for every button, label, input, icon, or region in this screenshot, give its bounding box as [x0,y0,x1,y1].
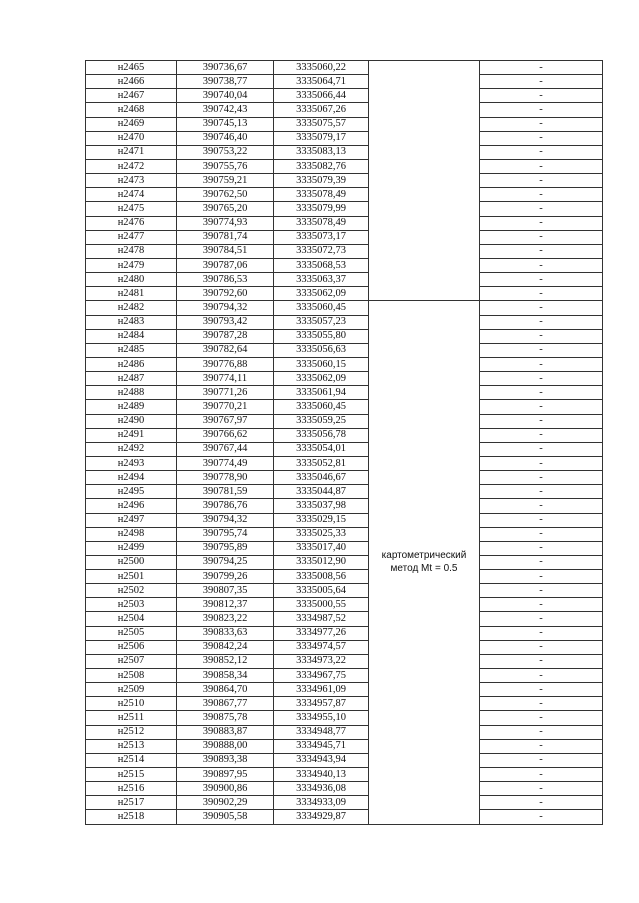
y-coordinate-cell: 3335060,45 [274,301,369,315]
x-coordinate-cell: 390784,51 [177,244,274,258]
x-coordinate-cell: 390746,40 [177,131,274,145]
table-row [86,386,603,400]
dash-cell: - [480,230,603,244]
y-coordinate-cell: 3335062,09 [274,287,369,301]
x-coordinate-cell: 390755,76 [177,159,274,173]
y-coordinate-cell: 3335037,98 [274,499,369,513]
dash-cell: - [480,216,603,230]
dash-cell: - [480,584,603,598]
point-id-cell: н2514 [86,753,177,767]
y-coordinate-cell: 3335062,09 [274,372,369,386]
point-id-cell: н2484 [86,329,177,343]
table-row [86,244,603,258]
x-coordinate-cell: 390833,63 [177,626,274,640]
dash-cell: - [480,386,603,400]
table-row [86,75,603,89]
dash-cell: - [480,598,603,612]
y-coordinate-cell: 3335008,56 [274,570,369,584]
table-row [86,570,603,584]
x-coordinate-cell: 390736,67 [177,61,274,75]
dash-cell: - [480,159,603,173]
dash-cell: - [480,739,603,753]
point-id-cell: н2499 [86,541,177,555]
point-id-cell: н2477 [86,230,177,244]
dash-cell: - [480,456,603,470]
dash-cell: - [480,499,603,513]
point-id-cell: н2486 [86,357,177,371]
x-coordinate-cell: 390823,22 [177,612,274,626]
point-id-cell: н2468 [86,103,177,117]
x-coordinate-cell: 390767,44 [177,442,274,456]
x-coordinate-cell: 390767,97 [177,414,274,428]
y-coordinate-cell: 3334987,52 [274,612,369,626]
table-row [86,612,603,626]
y-coordinate-cell: 3335060,22 [274,61,369,75]
x-coordinate-cell: 390766,62 [177,428,274,442]
x-coordinate-cell: 390794,32 [177,301,274,315]
y-coordinate-cell: 3335066,44 [274,89,369,103]
dash-cell: - [480,570,603,584]
x-coordinate-cell: 390762,50 [177,188,274,202]
dash-cell: - [480,357,603,371]
table-row [86,768,603,782]
table-row [86,499,603,513]
y-coordinate-cell: 3334933,09 [274,796,369,810]
table-row [86,301,603,315]
table-row [86,485,603,499]
point-id-cell: н2506 [86,640,177,654]
dash-cell: - [480,669,603,683]
table-row [86,598,603,612]
point-id-cell: н2497 [86,513,177,527]
x-coordinate-cell: 390738,77 [177,75,274,89]
dash-cell: - [480,471,603,485]
x-coordinate-cell: 390905,58 [177,810,274,824]
point-id-cell: н2511 [86,711,177,725]
table-row [86,145,603,159]
table-row [86,372,603,386]
table-row [86,400,603,414]
y-coordinate-cell: 3335079,39 [274,174,369,188]
table-row [86,711,603,725]
y-coordinate-cell: 3335052,81 [274,456,369,470]
point-id-cell: н2517 [86,796,177,810]
point-id-cell: н2495 [86,485,177,499]
dash-cell: - [480,273,603,287]
table-row [86,782,603,796]
coordinates-table [85,60,603,825]
y-coordinate-cell: 3335078,49 [274,188,369,202]
y-coordinate-cell: 3335063,37 [274,273,369,287]
y-coordinate-cell: 3335060,45 [274,400,369,414]
x-coordinate-cell: 390753,22 [177,145,274,159]
point-id-cell: н2510 [86,697,177,711]
y-coordinate-cell: 3335064,71 [274,75,369,89]
coordinates-table-body [86,61,603,825]
y-coordinate-cell: 3335072,73 [274,244,369,258]
table-row [86,739,603,753]
y-coordinate-cell: 3334957,87 [274,697,369,711]
x-coordinate-cell: 390740,04 [177,89,274,103]
table-row [86,471,603,485]
point-id-cell: н2518 [86,810,177,824]
dash-cell: - [480,697,603,711]
dash-cell: - [480,414,603,428]
table-row [86,640,603,654]
table-row [86,541,603,555]
y-coordinate-cell: 3334967,75 [274,669,369,683]
dash-cell: - [480,626,603,640]
x-coordinate-cell: 390897,95 [177,768,274,782]
dash-cell: - [480,131,603,145]
x-coordinate-cell: 390883,87 [177,725,274,739]
table-row [86,230,603,244]
table-row [86,131,603,145]
y-coordinate-cell: 3334961,09 [274,683,369,697]
point-id-cell: н2485 [86,343,177,357]
table-row [86,428,603,442]
x-coordinate-cell: 390799,26 [177,570,274,584]
method-cell-empty [369,61,480,301]
table-row [86,414,603,428]
x-coordinate-cell: 390774,49 [177,456,274,470]
point-id-cell: н2502 [86,584,177,598]
y-coordinate-cell: 3334977,26 [274,626,369,640]
dash-cell: - [480,810,603,824]
point-id-cell: н2493 [86,456,177,470]
point-id-cell: н2515 [86,768,177,782]
point-id-cell: н2476 [86,216,177,230]
y-coordinate-cell: 3335079,17 [274,131,369,145]
point-id-cell: н2504 [86,612,177,626]
point-id-cell: н2488 [86,386,177,400]
dash-cell: - [480,513,603,527]
point-id-cell: н2482 [86,301,177,315]
x-coordinate-cell: 390875,78 [177,711,274,725]
x-coordinate-cell: 390792,60 [177,287,274,301]
x-coordinate-cell: 390782,64 [177,343,274,357]
y-coordinate-cell: 3335057,23 [274,315,369,329]
table-row [86,357,603,371]
table-row [86,555,603,569]
table-row [86,117,603,131]
table-row [86,584,603,598]
table-row [86,725,603,739]
table-row [86,89,603,103]
table-row [86,61,603,75]
x-coordinate-cell: 390858,34 [177,669,274,683]
y-coordinate-cell: 3335083,13 [274,145,369,159]
table-row [86,697,603,711]
y-coordinate-cell: 3335056,78 [274,428,369,442]
point-id-cell: н2475 [86,202,177,216]
x-coordinate-cell: 390774,93 [177,216,274,230]
y-coordinate-cell: 3335079,99 [274,202,369,216]
y-coordinate-cell: 3335000,55 [274,598,369,612]
x-coordinate-cell: 390795,89 [177,541,274,555]
dash-cell: - [480,315,603,329]
point-id-cell: н2498 [86,527,177,541]
point-id-cell: н2473 [86,174,177,188]
dash-cell: - [480,654,603,668]
table-row [86,669,603,683]
table-row [86,810,603,824]
dash-cell: - [480,117,603,131]
x-coordinate-cell: 390794,25 [177,555,274,569]
dash-cell: - [480,442,603,456]
y-coordinate-cell: 3335078,49 [274,216,369,230]
y-coordinate-cell: 3334940,13 [274,768,369,782]
x-coordinate-cell: 390778,90 [177,471,274,485]
dash-cell: - [480,485,603,499]
y-coordinate-cell: 3335044,87 [274,485,369,499]
point-id-cell: н2512 [86,725,177,739]
table-row [86,527,603,541]
dash-cell: - [480,796,603,810]
point-id-cell: н2470 [86,131,177,145]
x-coordinate-cell: 390794,32 [177,513,274,527]
y-coordinate-cell: 3335061,94 [274,386,369,400]
dash-cell: - [480,753,603,767]
x-coordinate-cell: 390812,37 [177,598,274,612]
dash-cell: - [480,725,603,739]
y-coordinate-cell: 3335012,90 [274,555,369,569]
point-id-cell: н2472 [86,159,177,173]
dash-cell: - [480,244,603,258]
point-id-cell: н2483 [86,315,177,329]
x-coordinate-cell: 390742,43 [177,103,274,117]
x-coordinate-cell: 390852,12 [177,654,274,668]
y-coordinate-cell: 3334973,22 [274,654,369,668]
y-coordinate-cell: 3335067,26 [274,103,369,117]
y-coordinate-cell: 3335060,15 [274,357,369,371]
dash-cell: - [480,768,603,782]
table-row [86,442,603,456]
y-coordinate-cell: 3334974,57 [274,640,369,654]
table-row [86,626,603,640]
x-coordinate-cell: 390745,13 [177,117,274,131]
method-label-line2: метод Mt = 0.5 [390,563,458,575]
y-coordinate-cell: 3334929,87 [274,810,369,824]
x-coordinate-cell: 390786,53 [177,273,274,287]
x-coordinate-cell: 390781,74 [177,230,274,244]
table-row [86,456,603,470]
x-coordinate-cell: 390902,29 [177,796,274,810]
dash-cell: - [480,612,603,626]
dash-cell: - [480,541,603,555]
x-coordinate-cell: 390787,06 [177,258,274,272]
dash-cell: - [480,174,603,188]
y-coordinate-cell: 3334943,94 [274,753,369,767]
table-row [86,513,603,527]
x-coordinate-cell: 390786,76 [177,499,274,513]
point-id-cell: н2469 [86,117,177,131]
x-coordinate-cell: 390807,35 [177,584,274,598]
x-coordinate-cell: 390771,26 [177,386,274,400]
y-coordinate-cell: 3335046,67 [274,471,369,485]
x-coordinate-cell: 390774,11 [177,372,274,386]
table-row [86,273,603,287]
dash-cell: - [480,372,603,386]
table-row [86,683,603,697]
y-coordinate-cell: 3335005,64 [274,584,369,598]
table-row [86,329,603,343]
point-id-cell: н2503 [86,598,177,612]
table-row [86,174,603,188]
point-id-cell: н2479 [86,258,177,272]
point-id-cell: н2487 [86,372,177,386]
dash-cell: - [480,555,603,569]
y-coordinate-cell: 3334936,08 [274,782,369,796]
point-id-cell: н2471 [86,145,177,159]
x-coordinate-cell: 390842,24 [177,640,274,654]
x-coordinate-cell: 390759,21 [177,174,274,188]
point-id-cell: н2478 [86,244,177,258]
point-id-cell: н2505 [86,626,177,640]
y-coordinate-cell: 3335029,15 [274,513,369,527]
table-row [86,796,603,810]
dash-cell: - [480,258,603,272]
y-coordinate-cell: 3335055,80 [274,329,369,343]
point-id-cell: н2466 [86,75,177,89]
point-id-cell: н2489 [86,400,177,414]
dash-cell: - [480,711,603,725]
dash-cell: - [480,428,603,442]
dash-cell: - [480,202,603,216]
point-id-cell: н2513 [86,739,177,753]
table-row [86,216,603,230]
table-row [86,202,603,216]
dash-cell: - [480,400,603,414]
point-id-cell: н2509 [86,683,177,697]
table-row [86,315,603,329]
dash-cell: - [480,683,603,697]
point-id-cell: н2516 [86,782,177,796]
y-coordinate-cell: 3334945,71 [274,739,369,753]
table-row [86,159,603,173]
x-coordinate-cell: 390900,86 [177,782,274,796]
dash-cell: - [480,75,603,89]
point-id-cell: н2467 [86,89,177,103]
x-coordinate-cell: 390793,42 [177,315,274,329]
dash-cell: - [480,103,603,117]
y-coordinate-cell: 3335059,25 [274,414,369,428]
dash-cell: - [480,301,603,315]
x-coordinate-cell: 390888,00 [177,739,274,753]
y-coordinate-cell: 3335025,33 [274,527,369,541]
point-id-cell: н2492 [86,442,177,456]
dash-cell: - [480,188,603,202]
y-coordinate-cell: 3334948,77 [274,725,369,739]
x-coordinate-cell: 390765,20 [177,202,274,216]
x-coordinate-cell: 390867,77 [177,697,274,711]
dash-cell: - [480,640,603,654]
x-coordinate-cell: 390770,21 [177,400,274,414]
point-id-cell: н2491 [86,428,177,442]
x-coordinate-cell: 390795,74 [177,527,274,541]
table-row [86,258,603,272]
method-cell [369,301,480,824]
x-coordinate-cell: 390893,38 [177,753,274,767]
y-coordinate-cell: 3335017,40 [274,541,369,555]
dash-cell: - [480,89,603,103]
table-row [86,654,603,668]
dash-cell: - [480,145,603,159]
point-id-cell: н2501 [86,570,177,584]
y-coordinate-cell: 3335073,17 [274,230,369,244]
dash-cell: - [480,782,603,796]
point-id-cell: н2481 [86,287,177,301]
point-id-cell: н2474 [86,188,177,202]
method-label-line1: картометрический [381,550,467,562]
x-coordinate-cell: 390781,59 [177,485,274,499]
y-coordinate-cell: 3334955,10 [274,711,369,725]
point-id-cell: н2500 [86,555,177,569]
table-row [86,188,603,202]
x-coordinate-cell: 390787,28 [177,329,274,343]
point-id-cell: н2465 [86,61,177,75]
table-row [86,103,603,117]
x-coordinate-cell: 390864,70 [177,683,274,697]
dash-cell: - [480,329,603,343]
point-id-cell: н2507 [86,654,177,668]
dash-cell: - [480,343,603,357]
table-row [86,753,603,767]
y-coordinate-cell: 3335054,01 [274,442,369,456]
y-coordinate-cell: 3335075,57 [274,117,369,131]
point-id-cell: н2496 [86,499,177,513]
table-row [86,287,603,301]
y-coordinate-cell: 3335056,63 [274,343,369,357]
point-id-cell: н2494 [86,471,177,485]
point-id-cell: н2490 [86,414,177,428]
dash-cell: - [480,61,603,75]
x-coordinate-cell: 390776,88 [177,357,274,371]
point-id-cell: н2480 [86,273,177,287]
y-coordinate-cell: 3335082,76 [274,159,369,173]
point-id-cell: н2508 [86,669,177,683]
y-coordinate-cell: 3335068,53 [274,258,369,272]
dash-cell: - [480,527,603,541]
table-row [86,343,603,357]
dash-cell: - [480,287,603,301]
